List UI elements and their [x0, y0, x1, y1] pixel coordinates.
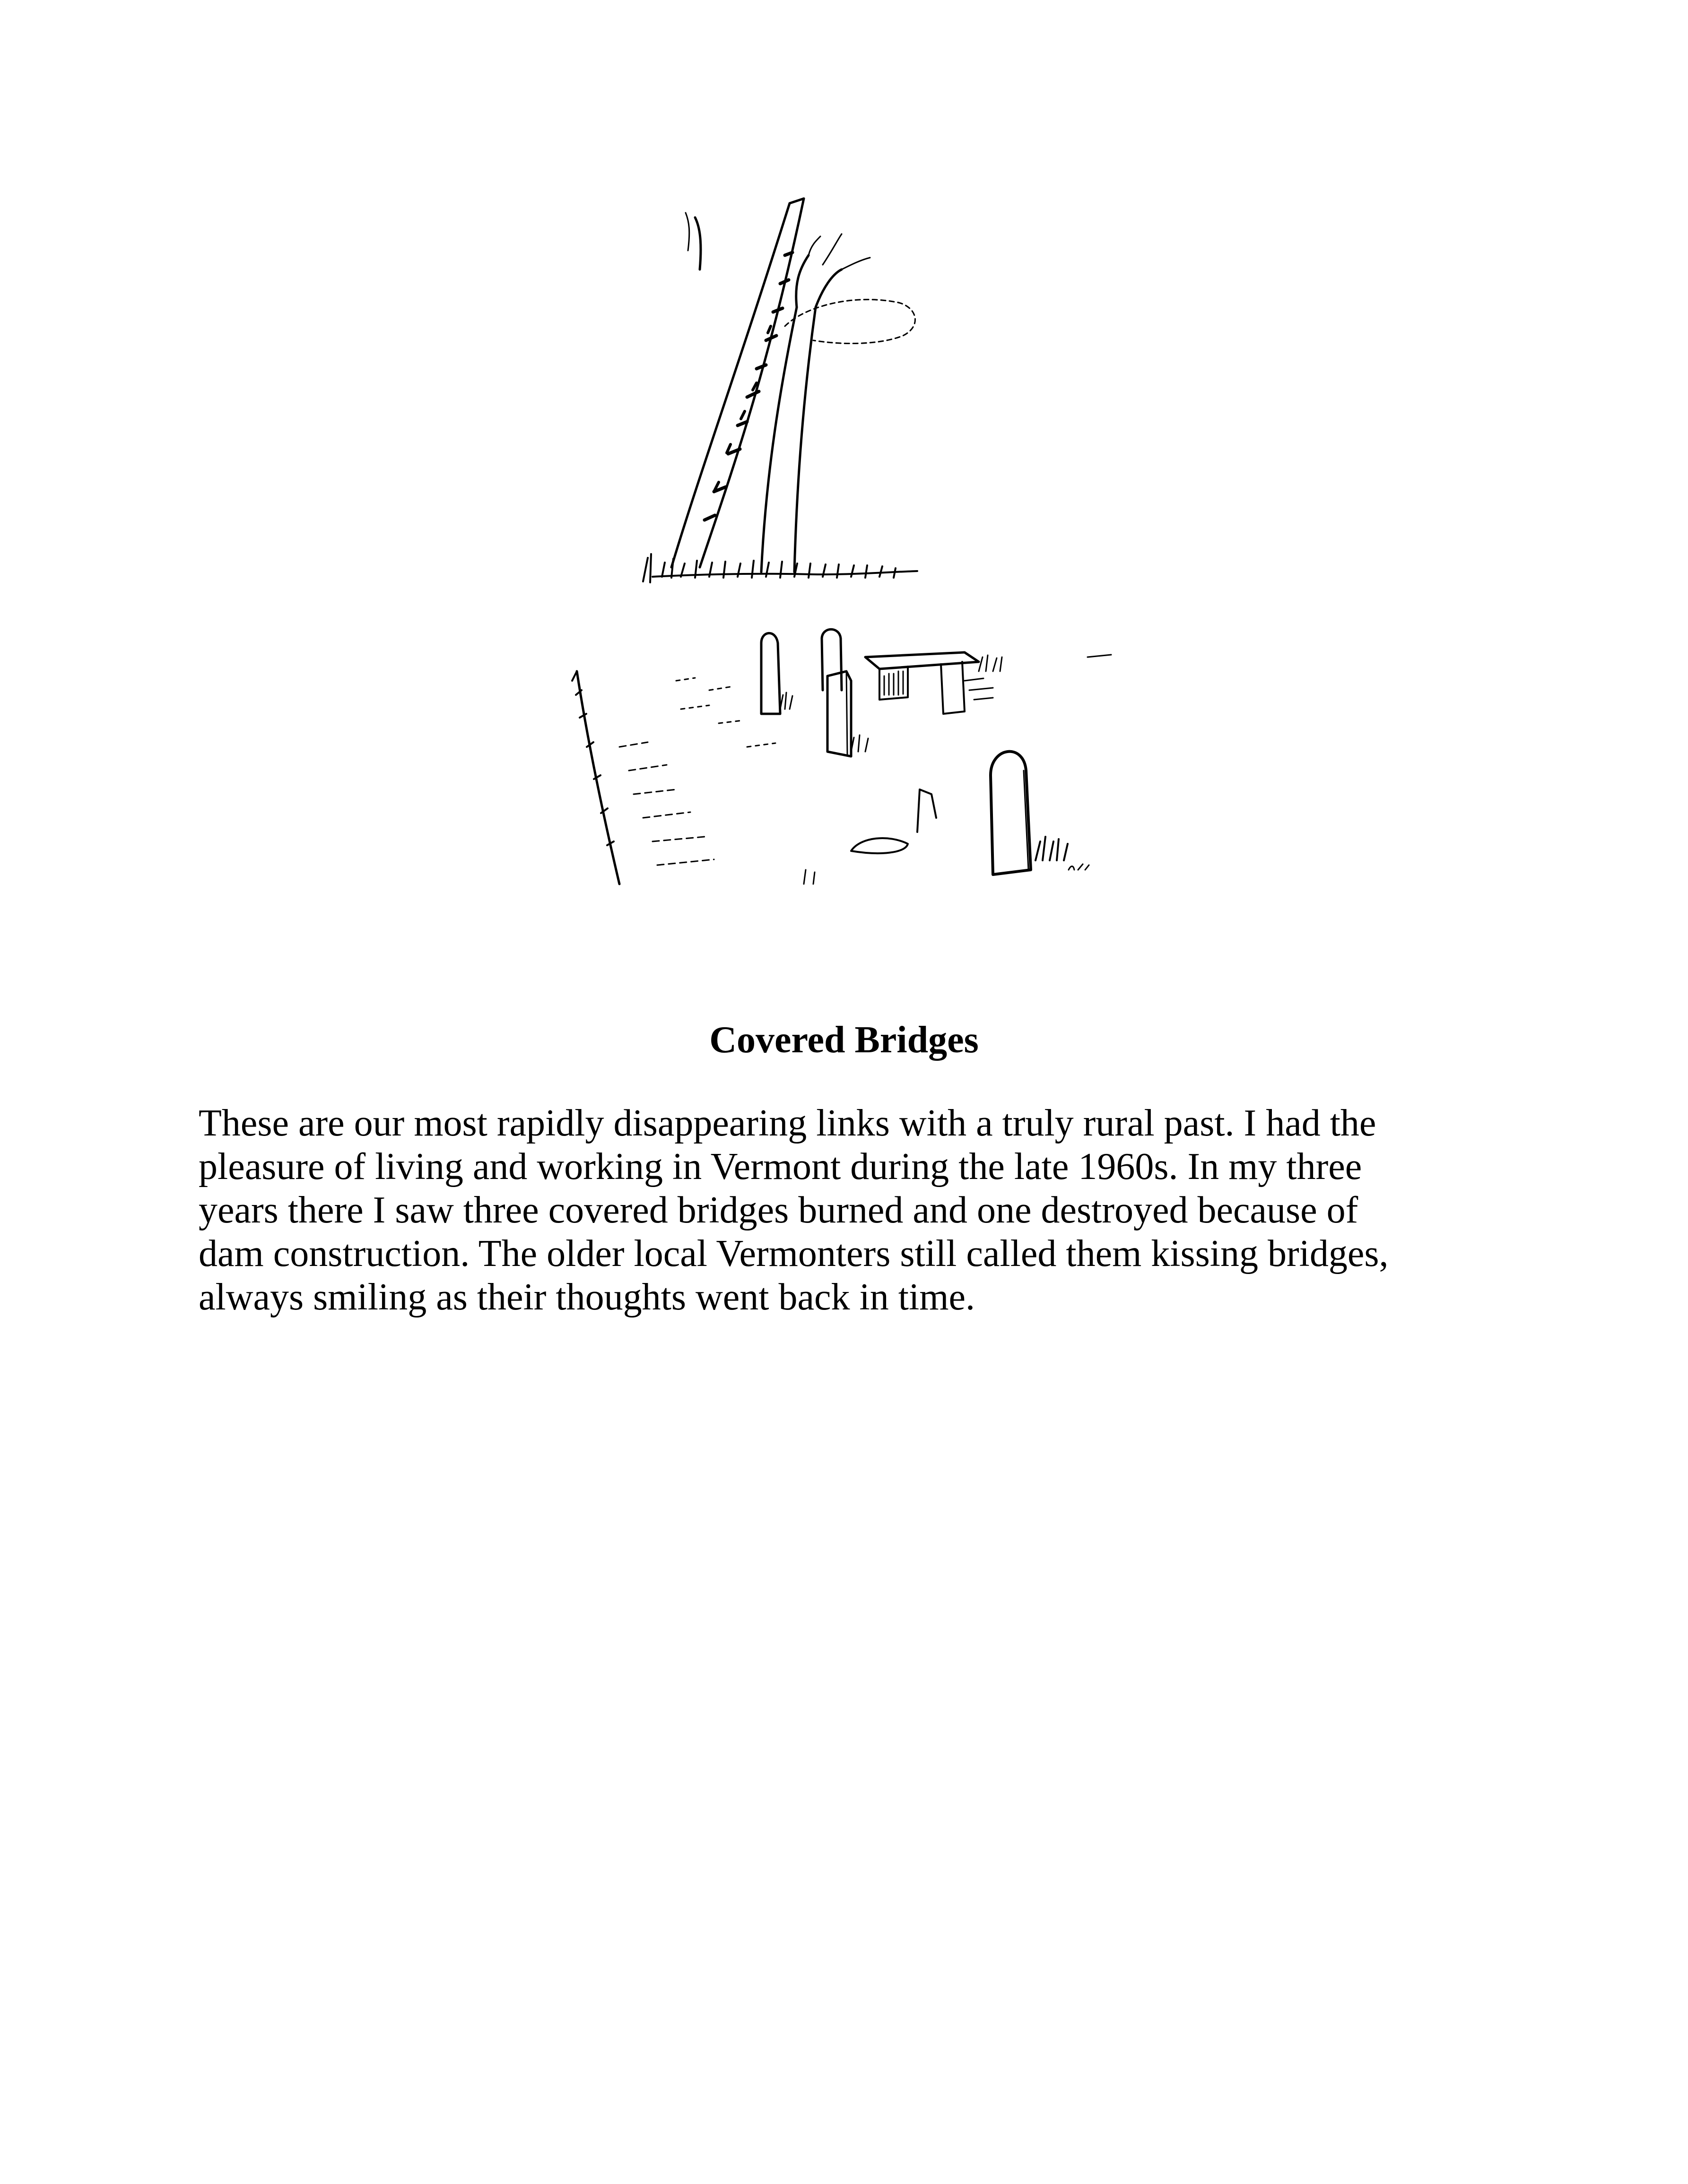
cemetery-drawing: [572, 629, 1111, 884]
paragraph-line: pleasure of living and working in Vermont during the late 1960s. In my three: [199, 1146, 1362, 1187]
paragraph-line: years there I saw three covered bridges burned and one destroyed because of: [199, 1189, 1358, 1231]
ink-sketch-icon: [558, 189, 1125, 908]
paragraph-line: dam construction. The older local Vermonters still called them kissing bridges,: [199, 1233, 1389, 1274]
birch-tree-drawing: [671, 199, 804, 567]
section-title: Covered Bridges: [709, 1019, 979, 1061]
body-paragraph: [199, 1101, 1494, 1319]
paragraph-line: always smiling as their thoughts went back in time.: [199, 1276, 975, 1318]
grass-under-trees-drawing: [643, 554, 917, 582]
ink-sketch-trees-and-gravestones-illustration: [558, 189, 1125, 908]
paragraph-line: These are our most rapidly disappearing links with a truly rural past. I had the: [199, 1102, 1376, 1144]
